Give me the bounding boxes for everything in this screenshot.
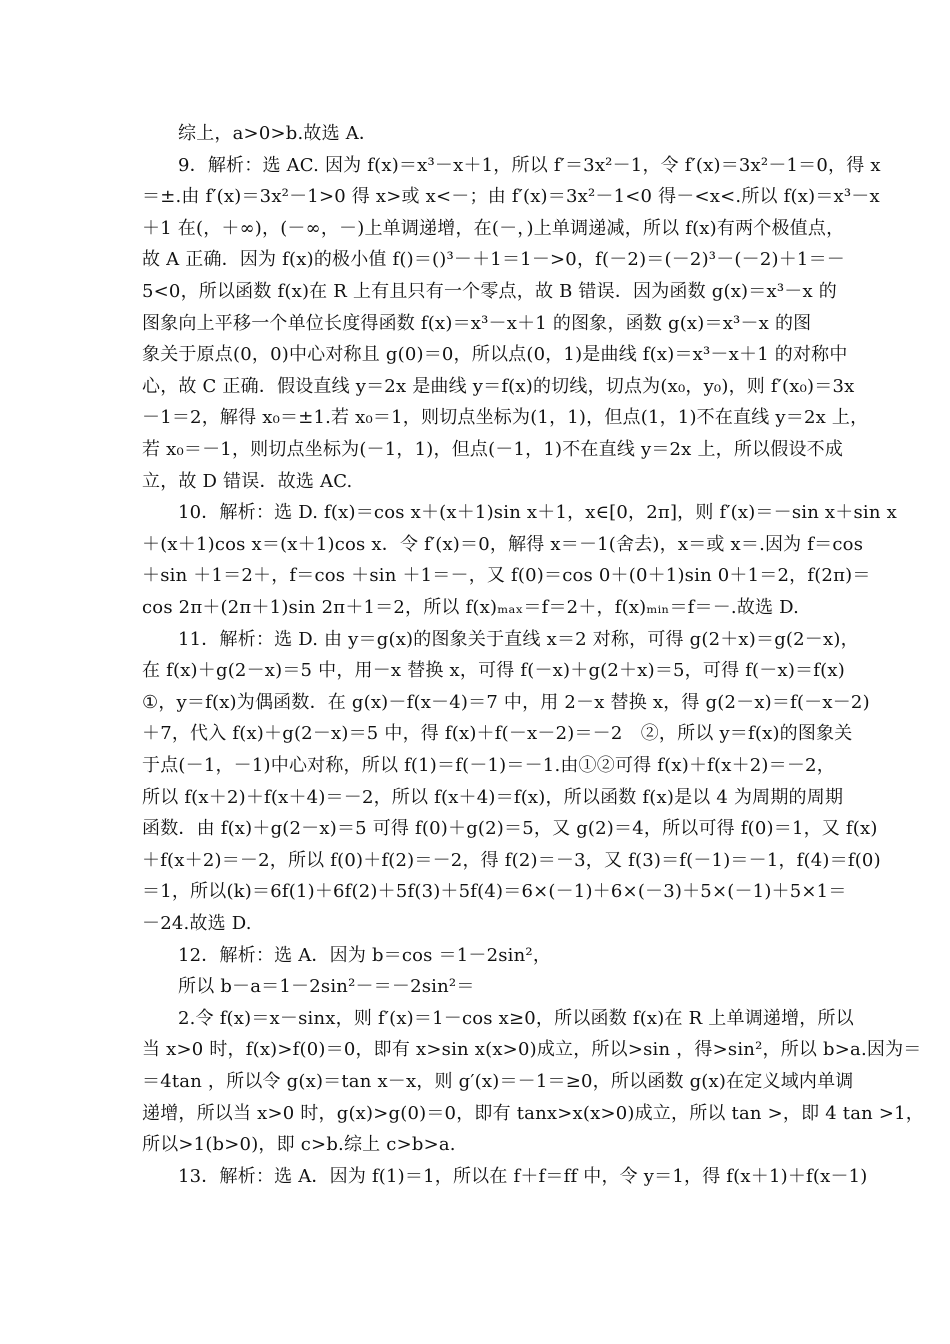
text-line: －1＝2，解得 x₀＝±1.若 x₀＝1，则切点坐标为(1，1)，但点(1，1)不在直线 y＝2x 上，: [142, 407, 869, 429]
text-line: 10．解析：选 D. f(x)＝cos x＋(x＋1)sin x＋1，x∈[0，2π]，则 f′(x)＝－sin x＋sin x: [178, 502, 897, 524]
text-line: －24.故选 D.: [142, 913, 252, 934]
text-line: ＋sin ＋1＝2＋，f＝cos ＋sin ＋1＝－，又 f(0)＝cos 0＋(0＋1)sin 0＋1＝2，f(2π)＝: [142, 565, 871, 587]
text-line: 综上，a>0>b.故选 A．: [178, 123, 378, 144]
text-line: 在 f(x)＋g(2－x)＝5 中，用－x 替换 x，可得 f(－x)＋g(2＋x)＝5，可得 f(－x)＝f(x): [142, 660, 845, 682]
text-line: ＋f(x＋2)＝－2，所以 f(0)＋f(2)＝－2，得 f(2)＝－3，又 f(3)＝f(－1)＝－1，f(4)＝f(0): [142, 849, 881, 871]
text-line: 12．解析：选 A．因为 b＝cos ＝1－2sin²，: [178, 944, 552, 966]
text-line: 所以 f(x＋2)＋f(x＋4)＝－2，所以 f(x＋4)＝f(x)，所以函数 f(x)是以 4 为周期的周期: [142, 786, 844, 808]
text-line: 若 x₀＝－1，则切点坐标为(－1，1)，但点(－1，1)不在直线 y＝2x 上，所以假设不成: [142, 439, 844, 460]
text-line: 所以 b－a＝1－2sin²－＝－2sin²＝: [178, 976, 475, 998]
text-line: 图象向上平移一个单位长度得函数 f(x)＝x³－x＋1 的图象，函数 g(x)＝x³－x 的图: [142, 312, 812, 334]
text-line: 所以>1(b>0)，即 c>b.综上 c>b>a.: [142, 1134, 456, 1156]
text-line: ＝±.由 f′(x)＝3x²－1>0 得 x>或 x<－；由 f′(x)＝3x²－1<0 得－<x<.所以 f(x)＝x³－x: [142, 186, 880, 208]
text-line: ＋7，代入 f(x)＋g(2－x)＝5 中，得 f(x)＋f(－x－2)＝－2 ②，所以 y＝f(x)的图象关: [142, 723, 853, 745]
text-line: 当 x>0 时，f(x)>f(0)＝0，即有 x>sin x(x>0)成立，所以>sin ，得>sin²，所以 b>a.因为＝: [142, 1039, 922, 1061]
text-line: 11．解析：选 D. 由 y＝g(x)的图象关于直线 x＝2 对称，可得 g(2＋x)＝g(2－x)，: [178, 628, 859, 650]
text-line: 函数．由 f(x)＋g(2－x)＝5 可得 f(0)＋g(2)＝5，又 g(2)＝4，所以可得 f(0)＝1，又 f(x): [142, 818, 878, 840]
text-line: 故 A 正确．因为 f(x)的极小值 f()＝()³－＋1＝1－>0，f(－2)＝(－2)³－(－2)＋1＝－: [142, 249, 845, 271]
text-line: ＋1 在(，＋∞)，(－∞，－)上单调递增，在(－，)上单调递减，所以 f(x)有两个极值点，: [142, 217, 845, 239]
text-line: 立，故 D 错误．故选 AC.: [142, 470, 353, 492]
text-line: ①，y＝f(x)为偶函数．在 g(x)－f(x－4)＝7 中，用 2－x 替换 x，得 g(2－x)＝f(－x－2): [142, 691, 870, 713]
text-line: 象关于原点(0，0)中心对称且 g(0)＝0，所以点(0，1)是曲线 f(x)＝x³－x＋1 的对称中: [142, 344, 848, 366]
text-line: ＝4tan ，所以令 g(x)＝tan x－x，则 g′(x)＝－1＝≥0，所以函数 g(x)在定义域内单调: [142, 1071, 854, 1092]
text-line: 心，故 C 正确．假设直线 y＝2x 是曲线 y＝f(x)的切线，切点为(x₀，y₀)，则 f′(x₀)＝3x: [142, 375, 855, 397]
text-line: 13．解析：选 A．因为 f(1)＝1，所以在 f＋f＝ff 中，令 y＝1，得 f(x＋1)＋f(x－1): [178, 1165, 868, 1187]
text-line: ＋(x＋1)cos x＝(x＋1)cos x．令 f′(x)＝0，解得 x＝－1(舍去)，x＝或 x＝.因为 f＝cos: [142, 533, 864, 555]
text-line: ＝1，所以(k)＝6f(1)＋6f(2)＋5f(3)＋5f(4)＝6×(－1)＋6×(－3)＋5×(－1)＋5×1＝: [142, 881, 847, 903]
text-line: cos 2π＋(2π＋1)sin 2π＋1＝2，所以 f(x)ₘₐₓ＝f＝2＋，f(x)ₘᵢₙ＝f＝－.故选 D.: [142, 597, 800, 618]
text-line: 5<0，所以函数 f(x)在 R 上有且只有一个零点，故 B 错误．因为函数 g(x)＝x³－x 的: [142, 281, 837, 302]
text-line: 9．解析：选 AC. 因为 f(x)＝x³－x＋1，所以 f′＝3x²－1，令 f′(x)＝3x²－1＝0，得 x: [178, 154, 881, 176]
text-line: 于点(－1，－1)中心对称，所以 f(1)＝f(－1)＝－1.由①②可得 f(x)＋f(x＋2)＝－2，: [142, 755, 835, 776]
text-line: 递增，所以当 x>0 时，g(x)>g(0)＝0，即有 tanx>x(x>0)成立，所以 tan >，即 4 tan >1，: [142, 1102, 924, 1124]
text-line: 2.令 f(x)＝x－sinx，则 f′(x)＝1－cos x≥0，所以函数 f(x)在 R 上单调递增，所以: [178, 1007, 854, 1029]
